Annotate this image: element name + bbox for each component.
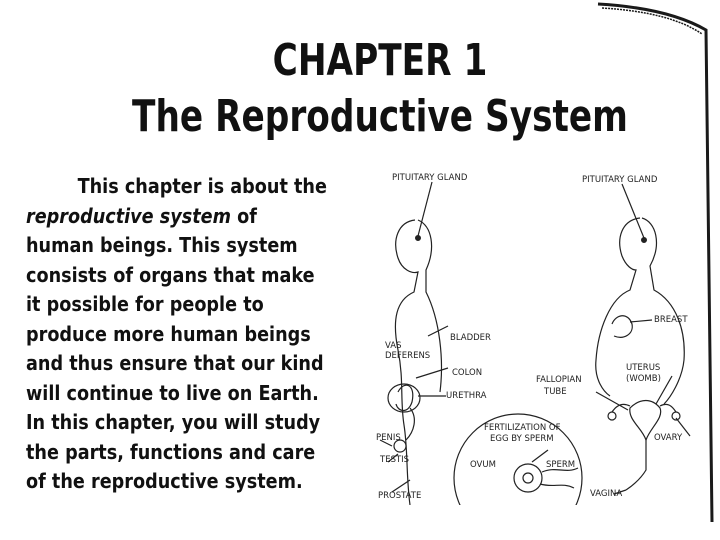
label-bladder: BLADDER: [450, 333, 491, 343]
paragraph-line: of the reproductive system.: [26, 469, 303, 493]
label-colon: COLON: [452, 368, 483, 378]
paragraph-line: In this chapter, you will study: [26, 410, 321, 434]
label-vagina: VAGINA: [590, 489, 623, 499]
ovum-cell: [514, 464, 542, 492]
label-ovary: OVARY: [654, 433, 683, 443]
label-fertilization: EGG BY SPERM: [490, 434, 554, 444]
reproductive-system-diagram: [374, 165, 720, 505]
paragraph-line: the parts, functions and care: [26, 439, 316, 464]
label-fallopian-tube: TUBE: [544, 387, 567, 397]
label-prostate: PROSTATE: [378, 491, 422, 501]
label-pituitary-male: PITUITARY GLAND: [392, 173, 468, 183]
label-fertilization: FERTILIZATION OF: [484, 423, 561, 433]
ovary-left: [608, 412, 616, 420]
paragraph-line: consists of organs that make: [26, 262, 315, 287]
label-pituitary-female: PITUITARY GLAND: [582, 175, 658, 185]
label-breast: BREAST: [654, 315, 688, 325]
paragraph-line: will continue to live on Earth.: [26, 380, 319, 405]
label-urethra: URETHRA: [446, 391, 487, 401]
paragraph-text: of: [231, 203, 257, 228]
paragraph-line: human beings. This system: [26, 233, 298, 257]
emphasized-term: reproductive system: [26, 203, 232, 228]
label-penis: PENIS: [376, 433, 401, 443]
male-organs: [388, 384, 420, 412]
label-ovum: OVUM: [470, 460, 496, 470]
female-pituitary-dot: [642, 238, 647, 243]
chapter-heading: CHAPTER 1: [272, 35, 488, 86]
label-uterus: UTERUS: [626, 363, 661, 373]
label-sperm: SPERM: [546, 460, 576, 470]
label-testis: TESTIS: [380, 455, 410, 465]
paragraph-line: This chapter is about the: [77, 174, 327, 198]
breast-outline: [612, 316, 632, 338]
paragraph-line: it possible for people to: [26, 292, 264, 316]
page-title: The Reproductive System: [132, 91, 628, 142]
label-vas-deferens: DEFERENS: [385, 351, 431, 361]
paragraph-line: [26, 202, 327, 232]
paragraph-line: and thus ensure that our kind: [26, 351, 324, 375]
label-vas-deferens: VAS: [385, 341, 402, 351]
label-uterus: (WOMB): [626, 374, 661, 384]
male-pituitary-dot: [416, 236, 421, 241]
label-fallopian-tube: FALLOPIAN: [536, 375, 582, 385]
intro-paragraph: [26, 172, 327, 497]
paragraph-line: produce more human beings: [26, 321, 311, 346]
